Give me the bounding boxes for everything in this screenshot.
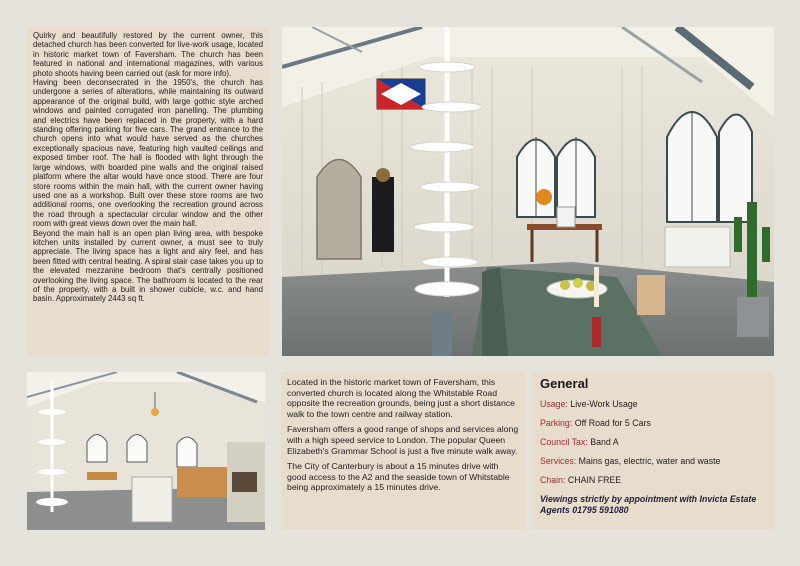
chain-row — [540, 475, 766, 486]
council-tax-label: Council Tax: — [540, 437, 588, 447]
general-title: General — [540, 376, 589, 391]
location-paragraph: The City of Canterbury is about a 15 minutes drive with good access to the A2 and the seaside town of Whitstable being approximately a 15 minutes drive. — [287, 461, 510, 493]
description-paragraph: Quirky and beautifully restored by the current owner, this detached church has been converted for live-work usage, located in historic market town of Faversham. The church has been featured in national and international magazines, with various photo shoots having been carried out (ask for more info). — [33, 31, 263, 78]
main-interior-photo — [282, 27, 774, 356]
services-label: Services: — [540, 456, 577, 466]
location-panel — [281, 372, 525, 530]
description-paragraph: Beyond the main hall is an open plan living area, with bespoke kitchen units installed by current owner, a must see to truly appreciate. The living space has a light and airy feel, and has been fitted with central heating. A spiral stair case takes you up to the elevated mezzanine bedroom that's centrally positioned overlooking the living space. The bathroom is located to the rear of the property, with a built in shower cubicle, w.c. and hand basin. Approximately 2443 sq ft. — [33, 228, 263, 304]
parking-label: Parking: — [540, 418, 573, 428]
services-row — [540, 456, 766, 467]
description-panel — [27, 27, 269, 356]
general-panel — [532, 372, 774, 530]
council-tax-row — [540, 437, 766, 448]
viewing-note: Viewings strictly by appointment with Invicta Estate Agents 01795 591080 — [540, 494, 757, 515]
chain-label: Chain: — [540, 475, 566, 485]
usage-label: Usage: — [540, 399, 568, 409]
parking-value: Off Road for 5 Cars — [574, 418, 651, 428]
description-paragraph: Having been deconsecrated in the 1950's, the church has undergone a series of alterations, while maintaining its outward appearance of the original build, with large gothic style arched windows and painted corrugated iron panelling. The plumbing and electrics have been replaced in the property, with a hard standing offering parking for five cars. The grand entrance to the church opens into what would have served as the churches exceptionally spacious nave, featuring high vaulted ceilings and exposed timber roof. The hall is flooded with light through the large windows, with boarded pine walls and the original raised platform where the altar would have once stood. There are four store rooms within the main hall, with the current owner having used one as a workshop. Built over these store rooms are two additional rooms, one overlooking the recreation ground across the road through a spectacular circular window and the other room with great views down over the main hall. — [33, 78, 263, 229]
location-paragraph: Located in the historic market town of Faversham, this converted church is located along the Whitstable Road opposite the recreation grounds, being just a short distance walk to the town centre and railway station. — [287, 377, 515, 419]
kitchen-photo — [27, 372, 265, 530]
services-value: Mains gas, electric, water and waste — [578, 456, 721, 466]
location-paragraph: Faversham offers a good range of shops and services along with a high speed service to London. The popular Queen Elizabeth's Grammar School is just a five minute walk away. — [287, 424, 519, 456]
council-tax-value: Band A — [590, 437, 619, 447]
usage-row — [540, 399, 766, 410]
chain-value: CHAIN FREE — [567, 475, 622, 485]
parking-row — [540, 418, 766, 429]
usage-value: Live-Work Usage — [570, 399, 638, 409]
